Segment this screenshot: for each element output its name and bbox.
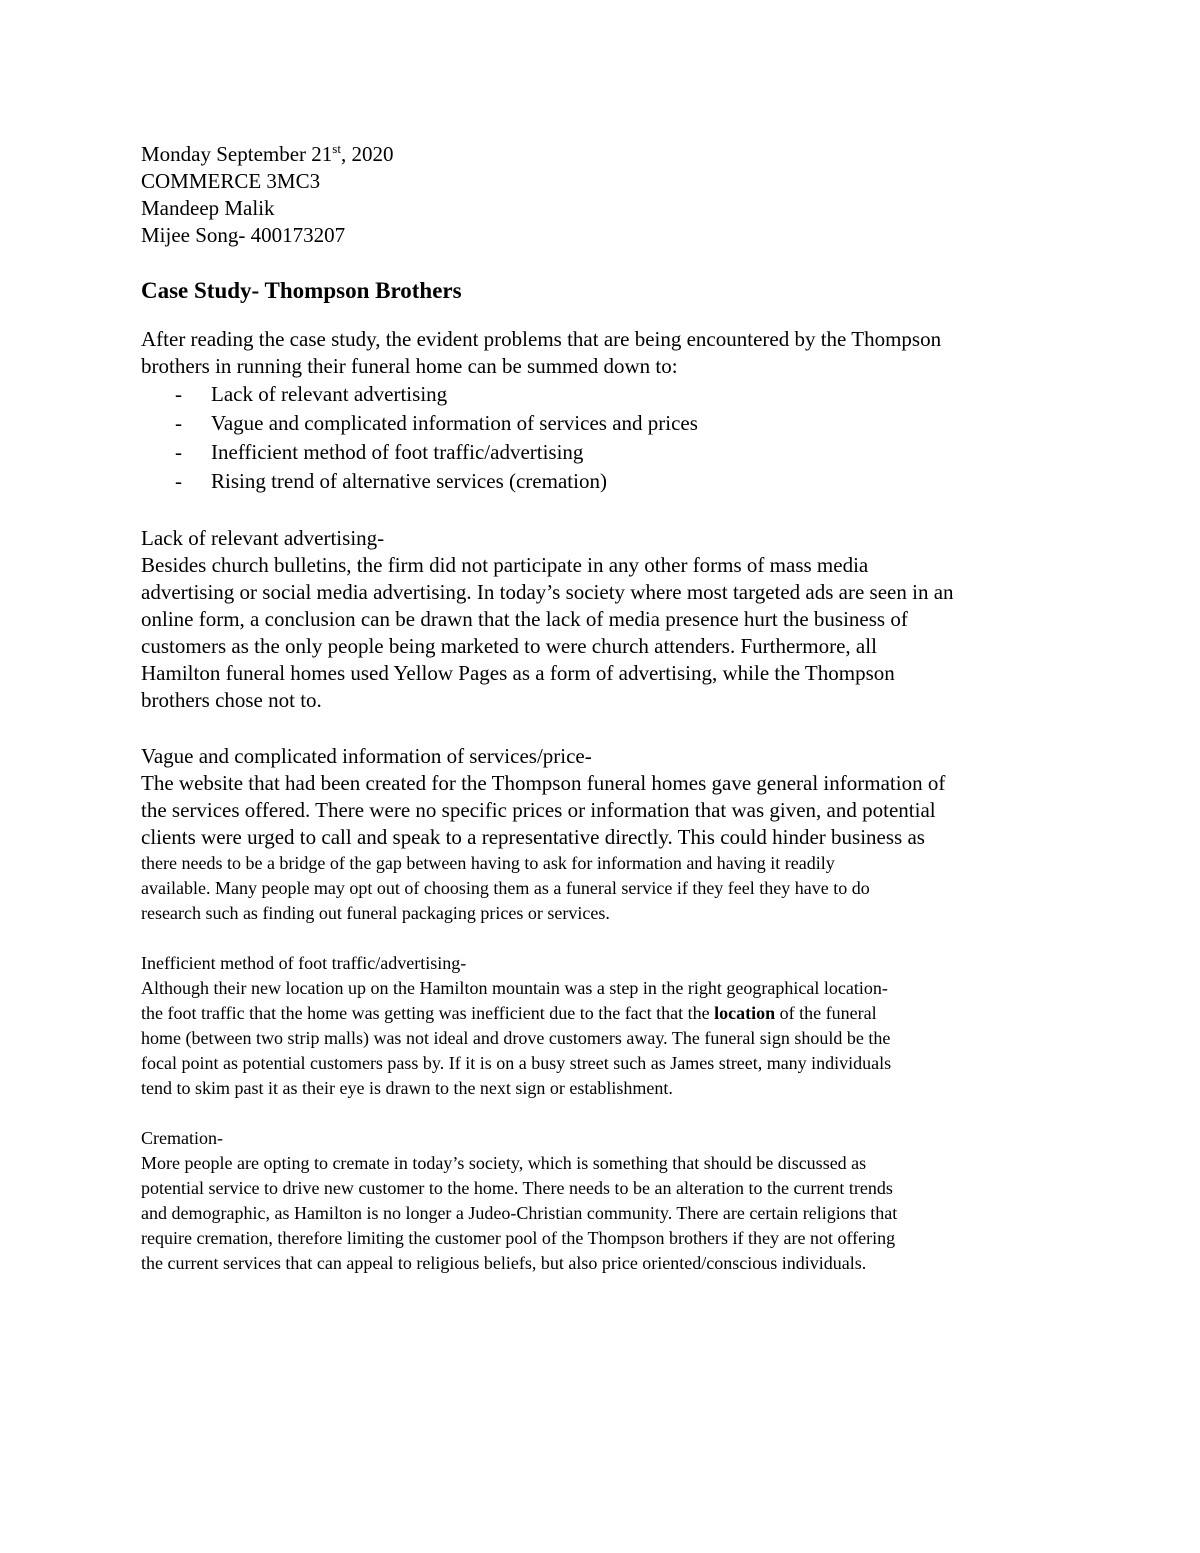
bullet-dash: -	[175, 382, 182, 406]
paragraph-line: the current services that can appeal to religious beliefs, but also price oriented/conscious individuals.	[141, 1253, 867, 1273]
intro-line: brothers in running their funeral home can be summed down to:	[141, 354, 678, 378]
list-item-text: Rising trend of alternative services (cremation)	[211, 469, 607, 493]
paragraph-line: home (between two strip malls) was not ideal and drove customers away. The funeral sign should be the	[141, 1028, 891, 1048]
intro-line: After reading the case study, the evident problems that are being encountered by the Thompson	[141, 327, 942, 351]
student-line: Mijee Song- 400173207	[141, 223, 346, 247]
intro-paragraph	[141, 326, 1061, 380]
section-heading: Vague and complicated information of services/price-	[141, 744, 592, 768]
page-title: Case Study- Thompson Brothers	[141, 278, 462, 303]
section-advertising	[141, 525, 1061, 714]
list-item-text: Vague and complicated information of services and prices	[211, 411, 698, 435]
list-item-text: Inefficient method of foot traffic/advertising	[211, 440, 584, 464]
paragraph-line: brothers chose not to.	[141, 688, 322, 712]
bullet-dash: -	[175, 411, 182, 435]
section-heading: Lack of relevant advertising-	[141, 526, 385, 550]
section-heading: Inefficient method of foot traffic/advertising-	[141, 953, 467, 973]
paragraph-line: advertising or social media advertising. In today’s society where most targeted ads are seen in an	[141, 580, 954, 604]
paragraph-line: tend to skim past it as their eye is drawn to the next sign or establishment.	[141, 1078, 673, 1098]
paragraph-text: of the funeral	[775, 1003, 877, 1023]
list-item	[141, 438, 1061, 467]
paragraph-line: Besides church bulletins, the firm did not participate in any other forms of mass media	[141, 553, 869, 577]
paragraph-line: and demographic, as Hamilton is no longer a Judeo-Christian community. There are certain religions that	[141, 1203, 898, 1223]
paragraph-line: focal point as potential customers pass by. If it is on a busy street such as James street, many individuals	[141, 1053, 892, 1073]
list-item	[141, 409, 1061, 438]
paragraph-line: More people are opting to cremate in today’s society, which is something that should be discussed as	[141, 1153, 867, 1173]
paragraph-line: online form, a conclusion can be drawn that the lack of media presence hurt the business of	[141, 607, 908, 631]
paragraph-line: customers as the only people being marketed to were church attenders. Furthermore, all	[141, 634, 877, 658]
paragraph-line: The website that had been created for the Thompson funeral homes gave general information of	[141, 771, 946, 795]
paragraph-line: Although their new location up on the Hamilton mountain was a step in the right geographical location-	[141, 978, 888, 998]
paragraph-line: the services offered. There were no specific prices or information that was given, and potential	[141, 798, 936, 822]
bullet-dash: -	[175, 440, 182, 464]
paragraph-line: available. Many people may opt out of choosing them as a funeral service if they feel they have to do	[141, 878, 870, 898]
list-item	[141, 467, 1061, 496]
instructor-line: Mandeep Malik	[141, 196, 275, 220]
paragraph-line: Hamilton funeral homes used Yellow Pages as a form of advertising, while the Thompson	[141, 661, 895, 685]
problem-list	[141, 380, 1061, 496]
bullet-dash: -	[175, 469, 182, 493]
date-year: , 2020	[340, 142, 394, 166]
paragraph-text: the foot traffic that the home was getting was inefficient due to the fact that the	[141, 1003, 715, 1023]
date-line	[141, 141, 1061, 168]
paragraph-line: require cremation, therefore limiting the customer pool of the Thompson brothers if they are not offering	[141, 1228, 896, 1248]
list-item	[141, 380, 1061, 409]
document-content	[141, 141, 1061, 1276]
date-text: Monday September 21	[141, 142, 333, 166]
section-information	[141, 743, 1061, 926]
paragraph-line: research such as finding out funeral packaging prices or services.	[141, 903, 610, 923]
date-ordinal: st	[332, 141, 341, 156]
section-cremation	[141, 1126, 1061, 1276]
list-item-text: Lack of relevant advertising	[211, 382, 448, 406]
section-foot-traffic	[141, 951, 1061, 1101]
emphasized-text: location	[714, 1003, 776, 1023]
paragraph-line: potential service to drive new customer to the home. There needs to be an alteration to the current trends	[141, 1178, 893, 1198]
section-heading: Cremation-	[141, 1128, 223, 1148]
paragraph-line: clients were urged to call and speak to a representative directly. This could hinder business as	[141, 825, 925, 849]
paragraph-line	[141, 1001, 1061, 1026]
paragraph-line: there needs to be a bridge of the gap between having to ask for information and having it readily	[141, 853, 835, 873]
course-line: COMMERCE 3MC3	[141, 169, 321, 193]
